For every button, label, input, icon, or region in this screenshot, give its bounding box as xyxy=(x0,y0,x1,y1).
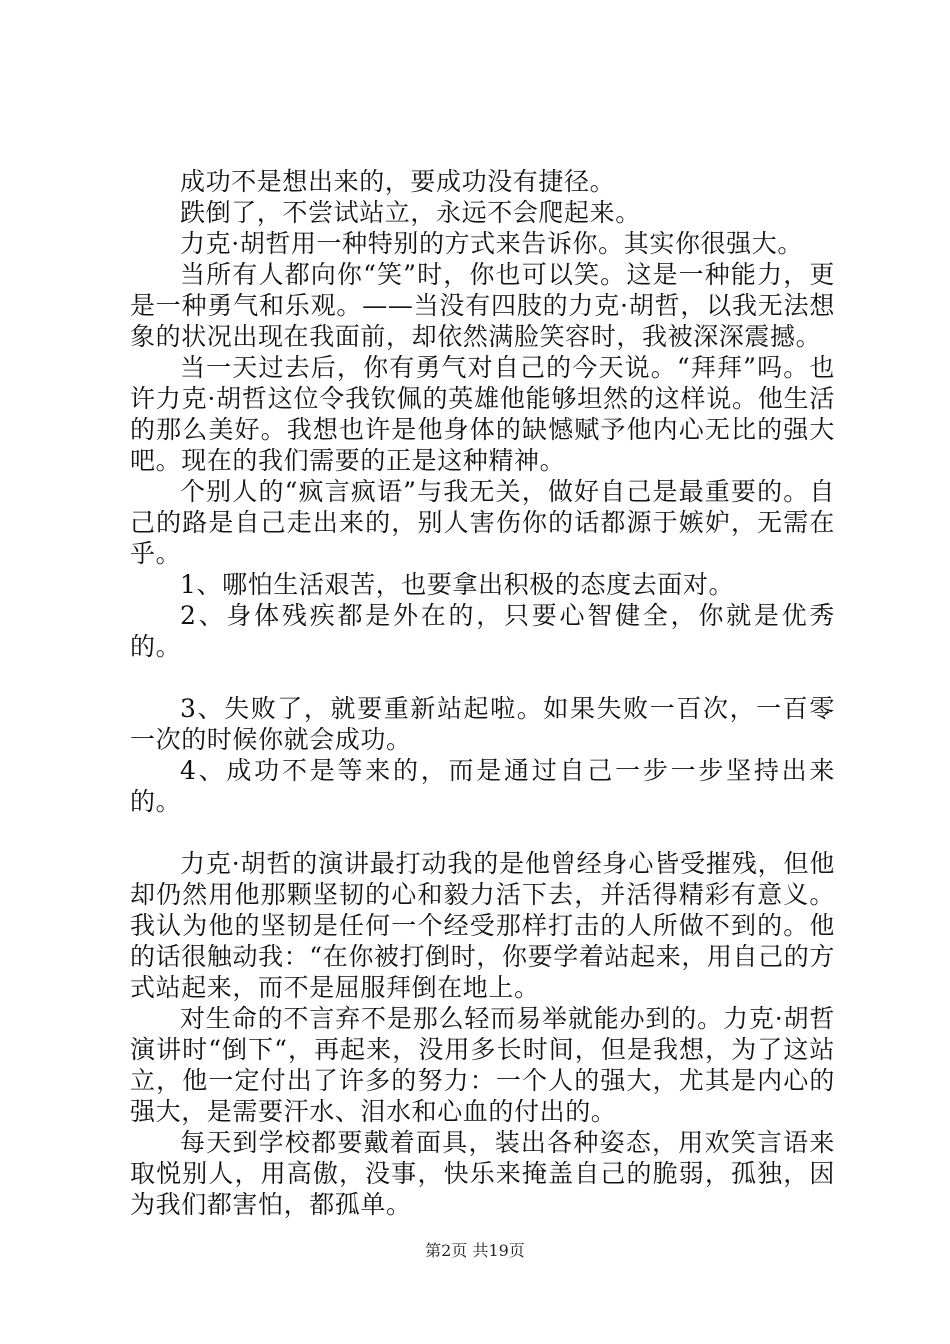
page-number: 第2页 共19页 xyxy=(425,1241,525,1260)
list-item: 4、成功不是等来的，而是通过自己一步一步坚持出来的。 xyxy=(130,756,835,816)
paragraph: 跌倒了，不尝试站立，永远不会爬起来。 xyxy=(180,198,641,227)
paragraph: 成功不是想出来的，要成功没有捷径。 xyxy=(180,167,616,196)
list-item: 2、身体残疾都是外在的，只要心智健全，你就是优秀的。 xyxy=(130,601,835,661)
paragraph: 力克·胡哲的演讲最打动我的是他曾经身心皆受摧残，但他却仍然用他那颗坚韧的心和毅力活下去，并活得精彩有意义。我认为他的坚韧是任何一个经受那样打击的人所做不到的。他的话很触动我：“在你被打倒时，你要学着站起来，用自己的方式站起来，而不是屈服拜倒在地上。 xyxy=(130,849,835,1002)
paragraph: 个别人的“疯言疯语”与我无关，做好自己是最重要的。自己的路是自己走出来的，别人害伤你的话都源于嫉妒，无需在乎。 xyxy=(130,477,835,568)
list-item: 1、哪怕生活艰苦，也要拿出积极的态度去面对。 xyxy=(180,570,735,599)
list-item: 3、失败了，就要重新站起啦。如果失败一百次，一百零一次的时候你就会成功。 xyxy=(130,694,835,754)
paragraph: 对生命的不言弃不是那么轻而易举就能办到的。力克·胡哲演讲时“倒下“，再起来，没用多长时间，但是我想，为了这站立，他一定付出了许多的努力：一个人的强大，尤其是内心的强大，是需要汗水、泪水和心血的付出的。 xyxy=(130,1004,835,1126)
paragraph: 每天到学校都要戴着面具，装出各种姿态，用欢笑言语来取悦别人，用高傲，没事，快乐来掩盖自己的脆弱，孤独，因为我们都害怕，都孤单。 xyxy=(130,1128,835,1219)
document-body xyxy=(130,166,835,1220)
paragraph: 当所有人都向你“笑”时，你也可以笑。这是一种能力，更是一种勇气和乐观。——当没有四肢的力克·胡哲，以我无法想象的状况出现在我面前，却依然满脸笑容时，我被深深震撼。 xyxy=(130,260,835,351)
blank-line xyxy=(130,662,835,693)
page-footer xyxy=(0,1241,950,1261)
paragraph: 力克·胡哲用一种特别的方式来告诉你。其实你很强大。 xyxy=(180,229,803,258)
paragraph: 当一天过去后，你有勇气对自己的今天说。“拜拜”吗。也许力克·胡哲这位令我钦佩的英雄他能够坦然的这样说。他生活的那么美好。我想也许是他身体的缺憾赋予他内心无比的强大吧。现在的我们需要的正是这种精神。 xyxy=(130,353,835,475)
blank-line xyxy=(130,817,835,848)
